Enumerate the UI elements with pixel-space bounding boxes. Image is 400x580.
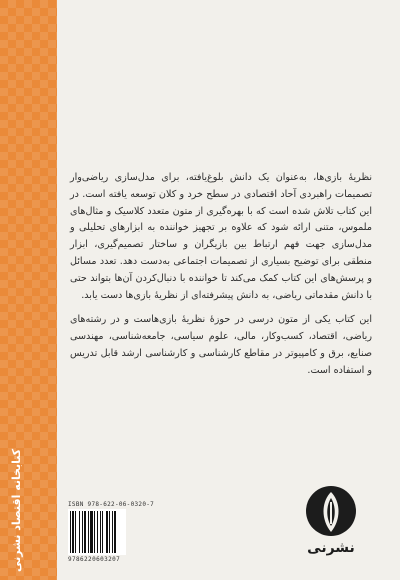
barcode-bar [100, 511, 101, 553]
barcode-bar [102, 511, 103, 553]
barcode-digits: 9786220603207 [68, 556, 121, 563]
isbn-text: ISBN 978-622-06-0320-7 [68, 501, 155, 508]
barcode-bar [106, 511, 108, 553]
barcode-bar [84, 511, 86, 553]
barcode-bar [94, 511, 95, 553]
barcode-bar [82, 511, 83, 553]
barcode-bar [90, 511, 93, 553]
barcode-bar [75, 511, 76, 553]
barcode-bar [114, 511, 116, 553]
barcode [68, 509, 126, 555]
book-description [70, 170, 372, 388]
barcode-bar [88, 511, 89, 553]
spine-strip [0, 0, 57, 580]
reed-leaf-logo-icon [304, 484, 358, 538]
description-paragraph-2: این کتاب یکی از متون درسی در حوزهٔ نظریهٔ بازی‌هاست و در رشته‌های ریاضی، اقتصاد، کسب‌وکار، مالی، علوم سیاسی، جامعه‌شناسی، مهندسی صنایع، برق و کامپیوتر در مقاطع کارشناسی و کارشناسی ارشد قابل تدریس و استفاده است. [70, 314, 372, 376]
spine-series-label: کتابخانه اقتصاد نشرنی [10, 448, 23, 572]
publisher-name: نشرنی [307, 540, 355, 556]
barcode-bar [109, 511, 110, 553]
description-paragraph-1: نظریهٔ بازی‌ها، به‌عنوان یک دانش بلوغ‌یافته، برای مدل‌سازی ریاضی‌وار تصمیمات راهبردی آحاد اقتصادی در سطح خرد و کلان توسعه یافته است. در این کتاب تلاش شده است که با بهره‌گیری از متون متعدد کلاسیک و مثال‌های ملموس، متنی ارائه شود که علاوه بر تجهیز خواننده به ابزارهای تحلیلی و مدل‌سازی جهت فهم ارتباط بین بازیگران و ساختار تصمیم‌گیری، ابزار منطقی برای توضیح بسیاری از تصمیمات اجتماعی به‌دست دهد. تعدد مسائل و پرسش‌های این کتاب کمک می‌کند تا خواننده با دنبال‌کردن آن‌ها بتواند حتی با دانش مقدماتی ریاضی، به دانش پیشرفته‌ای از نظریهٔ بازی‌ها دست یابد. [70, 172, 372, 301]
barcode-bar [97, 511, 98, 553]
barcode-bar [112, 511, 113, 553]
barcode-bar [72, 511, 74, 553]
barcode-bar [70, 511, 71, 553]
barcode-bar [79, 511, 80, 553]
